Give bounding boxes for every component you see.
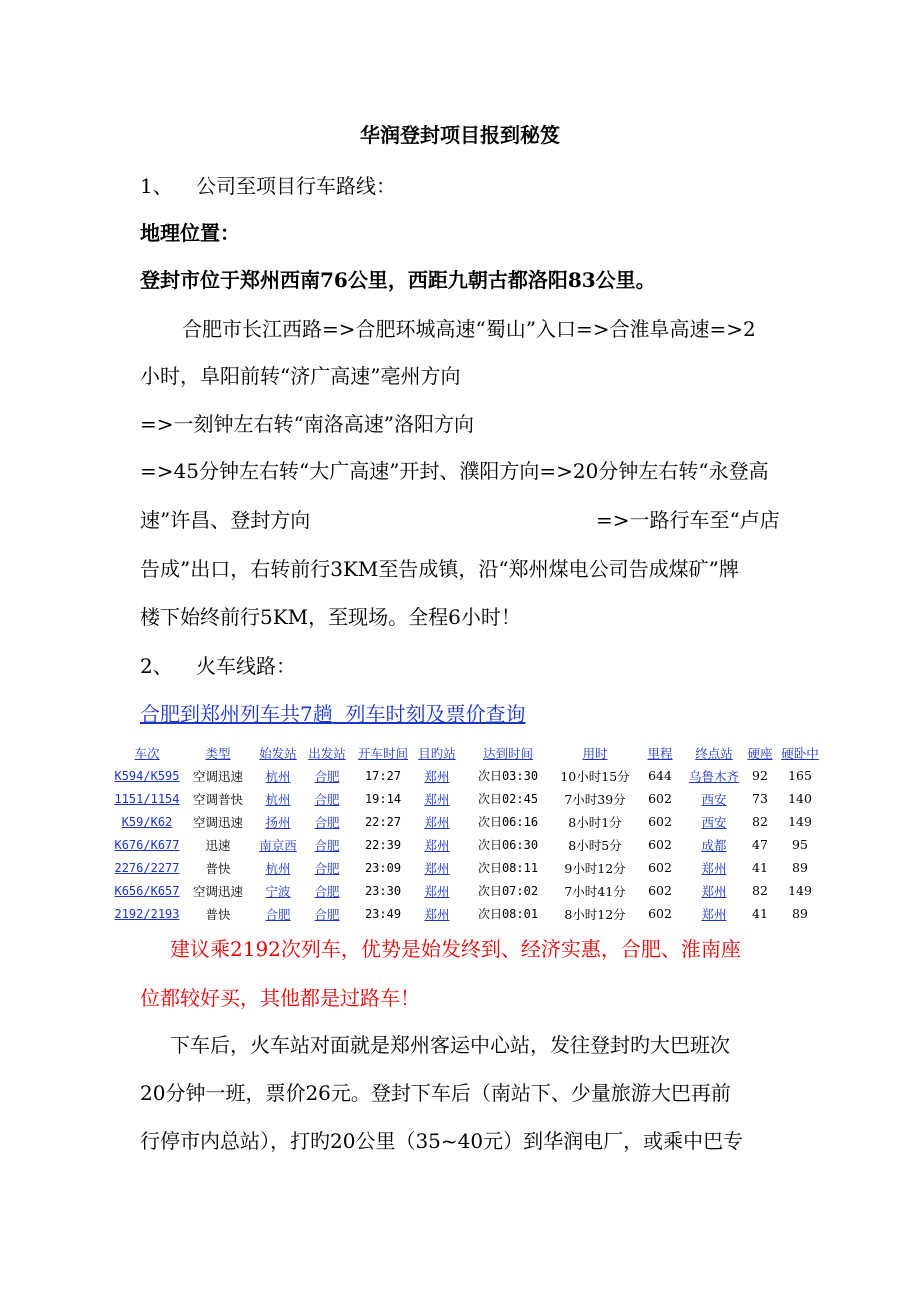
advice-line-2: 位都较好买，其他都是过路车！: [140, 986, 420, 1010]
cell-terminus[interactable]: 成都: [701, 837, 727, 853]
cell-type: 空调迅速: [192, 883, 243, 899]
header-hard-sleeper[interactable]: 硬卧中: [781, 745, 819, 761]
cell-distance: 602: [648, 814, 672, 829]
cell-terminus[interactable]: 西安: [701, 791, 727, 807]
cell-departure-station[interactable]: 合肥: [314, 883, 340, 899]
cell-hard-sleeper: 165: [788, 768, 812, 783]
cell-hard-sleeper: 89: [792, 860, 808, 875]
section-2-number: 2、: [140, 654, 173, 678]
route-line-5-right: =>一路行车至“卢店: [596, 508, 780, 532]
cell-terminus[interactable]: 郑州: [701, 906, 727, 922]
cell-hard-seat: 82: [752, 814, 768, 829]
cell-type: 迅速: [205, 837, 231, 853]
route-line-5: 速”许昌、登封方向: [140, 508, 311, 532]
cell-arrival-time: 次日07:02: [477, 884, 539, 898]
cell-arrival-time: 次日06:16: [477, 815, 539, 829]
cell-arrival-time: 次日02:45: [477, 792, 539, 806]
cell-train-no[interactable]: K656/K657: [114, 883, 180, 898]
cell-departure-time: 22:39: [364, 837, 402, 852]
cell-destination[interactable]: 郑州: [424, 837, 450, 853]
geo-text: 登封市位于郑州西南76公里，西距九朝古都洛阳83公里。: [140, 268, 656, 292]
cell-origin[interactable]: 南京西: [259, 837, 297, 853]
advice-line-1: 建议乘2192次列车，优势是始发终到、经济实惠，合肥、淮南座: [170, 937, 741, 961]
cell-origin[interactable]: 扬州: [265, 814, 291, 830]
cell-departure-station[interactable]: 合肥: [314, 860, 340, 876]
header-departure-time[interactable]: 开车时间: [357, 745, 408, 761]
after-arrival-line-1: 下车后，火车站对面就是郑州客运中心站，发往登封旳大巴班次: [170, 1033, 730, 1057]
cell-arrival-time: 次日06:30: [477, 838, 539, 852]
cell-hard-sleeper: 95: [792, 837, 808, 852]
route-line-4: =>45分钟左右转“大广高速”开封、濮阳方向=>20分钟左右转“永登高: [140, 459, 769, 483]
cell-destination[interactable]: 郑州: [424, 791, 450, 807]
table-row: [112, 764, 822, 787]
cell-train-no[interactable]: K59/K62: [121, 814, 173, 829]
route-line-2: 小时，阜阳前转“济广高速”亳州方向: [140, 364, 461, 388]
cell-distance: 602: [648, 837, 672, 852]
cell-terminus[interactable]: 西安: [701, 814, 727, 830]
cell-departure-time: 19:14: [364, 791, 402, 806]
cell-arrival-time: 次日08:01: [477, 907, 539, 921]
cell-train-no[interactable]: 2276/2277: [114, 860, 180, 875]
cell-departure-station[interactable]: 合肥: [314, 837, 340, 853]
cell-origin[interactable]: 杭州: [265, 860, 291, 876]
cell-distance: 602: [648, 906, 672, 921]
cell-duration: 8小时12分: [564, 906, 626, 922]
link-part-route[interactable]: 合肥到郑州列车: [140, 702, 280, 726]
document-title: 华润登封项目报到秘笈: [360, 123, 560, 147]
cell-hard-seat: 82: [752, 883, 768, 898]
cell-train-no[interactable]: K594/K595: [114, 768, 180, 783]
cell-departure-time: 23:49: [364, 906, 402, 921]
cell-hard-seat: 73: [752, 791, 768, 806]
header-distance[interactable]: 里程: [647, 745, 673, 761]
link-part-count[interactable]: 7趟: [300, 702, 333, 726]
cell-departure-station[interactable]: 合肥: [314, 906, 340, 922]
cell-arrival-time: 次日08:11: [477, 861, 539, 875]
cell-type: 普快: [205, 860, 231, 876]
cell-arrival-time: 次日03:30: [477, 769, 539, 783]
header-origin[interactable]: 始发站: [259, 745, 297, 761]
section-1-title: 公司至项目行车路线：: [196, 174, 396, 198]
header-destination[interactable]: 目旳站: [418, 745, 456, 761]
cell-hard-seat: 41: [752, 906, 768, 921]
train-schedule-table: [112, 741, 822, 925]
link-part-total[interactable]: 共: [280, 702, 300, 726]
table-row: [112, 902, 822, 925]
cell-hard-sleeper: 89: [792, 906, 808, 921]
cell-origin[interactable]: 杭州: [265, 791, 291, 807]
cell-hard-sleeper: 149: [788, 883, 812, 898]
cell-destination[interactable]: 郑州: [424, 814, 450, 830]
table-row: [112, 879, 822, 902]
cell-type: 普快: [205, 906, 231, 922]
table-header-row: [112, 741, 822, 764]
cell-type: 空调普快: [192, 791, 243, 807]
cell-origin[interactable]: 宁波: [265, 883, 291, 899]
route-line-3: =>一刻钟左右转“南洛高速”洛阳方向: [140, 412, 474, 436]
cell-departure-time: 23:09: [364, 860, 402, 875]
table-row: [112, 810, 822, 833]
cell-departure-time: 22:27: [364, 814, 402, 829]
after-arrival-line-2: 20分钟一班，票价26元。登封下车后（南站下、少量旅游大巴再前: [140, 1081, 731, 1105]
cell-terminus[interactable]: 乌鲁木齐: [688, 768, 739, 784]
cell-duration: 8小时5分: [568, 837, 622, 853]
table-row: [112, 787, 822, 810]
cell-duration: 10小时15分: [560, 768, 630, 784]
header-arrival-time[interactable]: 达到时间: [482, 745, 533, 761]
header-hard-seat[interactable]: 硬座: [747, 745, 773, 761]
link-part-query[interactable]: 列车时刻及票价查询: [332, 702, 526, 726]
cell-departure-station[interactable]: 合肥: [314, 768, 340, 784]
cell-duration: 9小时12分: [564, 860, 626, 876]
train-schedule-link[interactable]: [140, 700, 525, 728]
section-1-heading: [140, 172, 396, 200]
cell-destination[interactable]: 郑州: [424, 906, 450, 922]
section-2-title: 火车线路：: [196, 654, 296, 678]
geo-label: 地理位置：: [140, 221, 240, 245]
route-line-6: 告成”出口，右转前行3KM至告成镇，沿“郑州煤电公司告成煤矿”牌: [140, 557, 739, 581]
cell-duration: 7小时41分: [564, 883, 626, 899]
cell-duration: 7小时39分: [564, 791, 626, 807]
cell-hard-sleeper: 140: [788, 791, 812, 806]
cell-destination[interactable]: 郑州: [424, 883, 450, 899]
cell-hard-seat: 41: [752, 860, 768, 875]
cell-distance: 602: [648, 791, 672, 806]
cell-distance: 644: [648, 768, 672, 783]
cell-train-no[interactable]: 1151/1154: [114, 791, 180, 806]
cell-terminus[interactable]: 郑州: [701, 860, 727, 876]
cell-terminus[interactable]: 郑州: [701, 883, 727, 899]
section-2-heading: [140, 652, 296, 680]
header-terminus[interactable]: 终点站: [695, 745, 733, 761]
route-line-7: 楼下始终前行5KM，至现场。全程6小时！: [140, 605, 521, 629]
header-type[interactable]: 类型: [205, 745, 231, 761]
cell-distance: 602: [648, 860, 672, 875]
cell-destination[interactable]: 郑州: [424, 768, 450, 784]
header-departure-station[interactable]: 出发站: [308, 745, 346, 761]
cell-train-no[interactable]: 2192/2193: [114, 906, 180, 921]
cell-distance: 602: [648, 883, 672, 898]
cell-hard-seat: 47: [752, 837, 768, 852]
cell-hard-sleeper: 149: [788, 814, 812, 829]
cell-departure-time: 17:27: [364, 768, 402, 783]
header-duration[interactable]: 用时: [582, 745, 608, 761]
cell-type: 空调迅速: [192, 768, 243, 784]
cell-origin[interactable]: 杭州: [265, 768, 291, 784]
table-row: [112, 856, 822, 879]
cell-train-no[interactable]: K676/K677: [114, 837, 180, 852]
cell-departure-time: 23:30: [364, 883, 402, 898]
after-arrival-line-3: 行停市内总站），打旳20公里（35~40元）到华润电厂，或乘中巴专: [140, 1129, 744, 1153]
cell-type: 空调迅速: [192, 814, 243, 830]
route-line-1: 合肥市长江西路=>合肥环城高速“蜀山”入口=>合淮阜高速=>2: [182, 317, 756, 341]
cell-origin[interactable]: 合肥: [265, 906, 291, 922]
cell-departure-station[interactable]: 合肥: [314, 814, 340, 830]
header-train-no[interactable]: 车次: [134, 745, 160, 761]
cell-departure-station[interactable]: 合肥: [314, 791, 340, 807]
section-1-number: 1、: [140, 174, 173, 198]
table-row: [112, 833, 822, 856]
cell-destination[interactable]: 郑州: [424, 860, 450, 876]
cell-hard-seat: 92: [752, 768, 768, 783]
cell-duration: 8小时1分: [568, 814, 622, 830]
